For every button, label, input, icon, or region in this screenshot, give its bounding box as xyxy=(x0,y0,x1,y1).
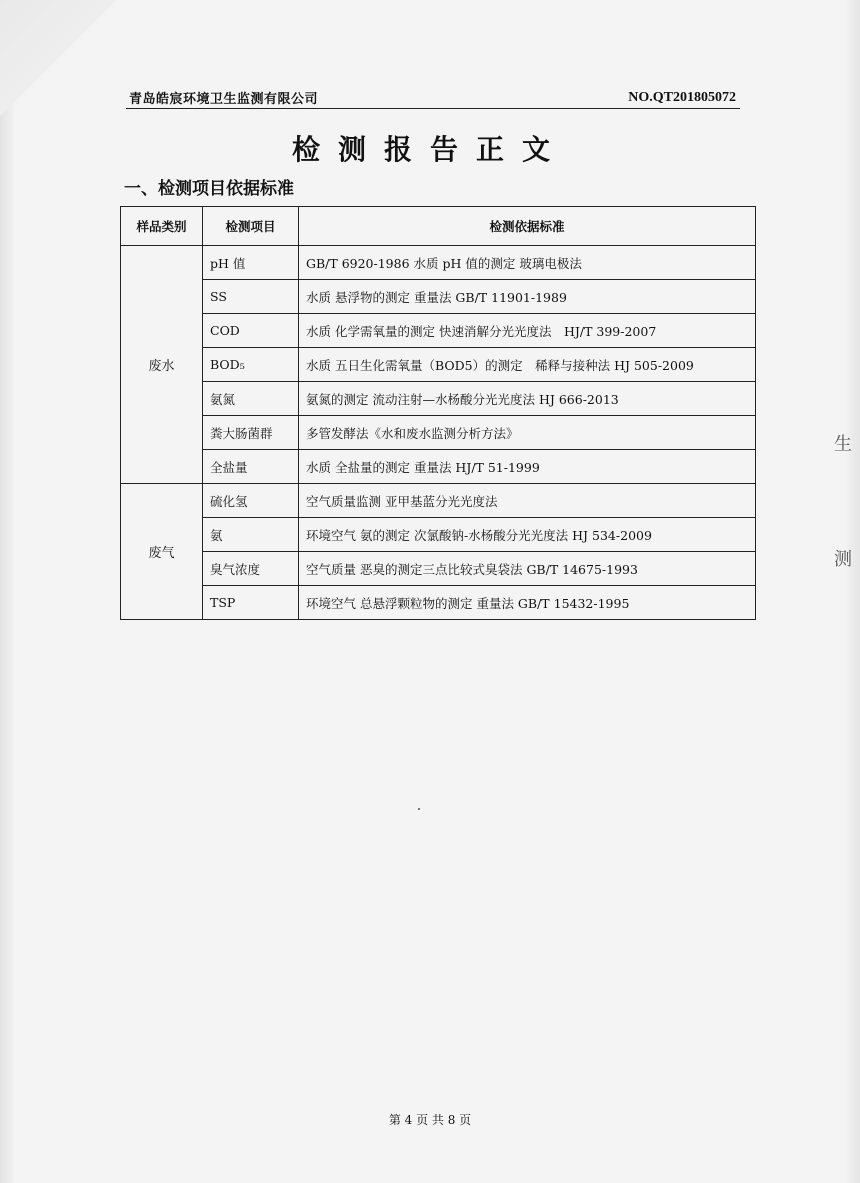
page-title: 检测报告正文 xyxy=(291,133,568,166)
page-number: 第 4 页 共 8 页 xyxy=(388,1113,472,1127)
section-heading: 一、检测项目依据标准 xyxy=(124,179,294,199)
table-row xyxy=(121,246,756,280)
test-item: COD xyxy=(203,314,299,348)
table-row xyxy=(121,348,756,382)
table-row xyxy=(121,586,756,620)
test-item: BOD₅ xyxy=(203,348,299,382)
test-item: pH 值 xyxy=(203,246,299,280)
header-standard: 检测依据标准 xyxy=(299,207,756,246)
test-item: 氨氮 xyxy=(203,382,299,416)
table-row xyxy=(121,416,756,450)
scan-speck xyxy=(418,808,420,810)
report-number: NO.QT201805072 xyxy=(628,90,736,105)
company-name: 青岛皓宸环境卫生监测有限公司 xyxy=(129,92,319,107)
test-standard: GB/T 6920-1986 水质 pH 值的测定 玻璃电极法 xyxy=(299,246,756,280)
test-standard: 环境空气 总悬浮颗粒物的测定 重量法 GB/T 15432-1995 xyxy=(299,586,756,620)
test-item: 粪大肠菌群 xyxy=(203,416,299,450)
test-item: 硫化氢 xyxy=(203,484,299,518)
test-item: 全盐量 xyxy=(203,450,299,484)
test-item: 氨 xyxy=(203,518,299,552)
header-category: 样品类别 xyxy=(121,207,203,246)
header-divider xyxy=(126,108,740,109)
test-standard: 水质 全盐量的测定 重量法 HJ/T 51-1999 xyxy=(299,450,756,484)
test-standard: 环境空气 氨的测定 次氯酸钠-水杨酸分光光度法 HJ 534-2009 xyxy=(299,518,756,552)
test-item: SS xyxy=(203,280,299,314)
test-standard: 氨氮的测定 流动注射—水杨酸分光光度法 HJ 666-2013 xyxy=(299,382,756,416)
test-standard: 空气质量监测 亚甲基蓝分光光度法 xyxy=(299,484,756,518)
test-standard: 空气质量 恶臭的测定三点比较式臭袋法 GB/T 14675-1993 xyxy=(299,552,756,586)
margin-stamp-fragment: 测 xyxy=(834,549,852,570)
table-row xyxy=(121,314,756,348)
test-standard: 多管发酵法《水和废水监测分析方法》 xyxy=(299,416,756,450)
table-row xyxy=(121,552,756,586)
test-item: 臭气浓度 xyxy=(203,552,299,586)
category-waste-gas: 废气 xyxy=(121,484,203,620)
category-wastewater: 废水 xyxy=(121,246,203,484)
standards-table xyxy=(120,206,756,620)
test-standard: 水质 化学需氧量的测定 快速消解分光光度法 HJ/T 399-2007 xyxy=(299,314,756,348)
table-row xyxy=(121,518,756,552)
margin-stamp-fragment: 生 xyxy=(834,434,852,455)
table-row xyxy=(121,280,756,314)
test-standard: 水质 悬浮物的测定 重量法 GB/T 11901-1989 xyxy=(299,280,756,314)
table-header-row xyxy=(121,207,756,246)
table-row xyxy=(121,382,756,416)
test-item: TSP xyxy=(203,586,299,620)
table-row xyxy=(121,484,756,518)
table-row xyxy=(121,450,756,484)
test-standard: 水质 五日生化需氧量（BOD5）的测定 稀释与接种法 HJ 505-2009 xyxy=(299,348,756,382)
header-item: 检测项目 xyxy=(203,207,299,246)
